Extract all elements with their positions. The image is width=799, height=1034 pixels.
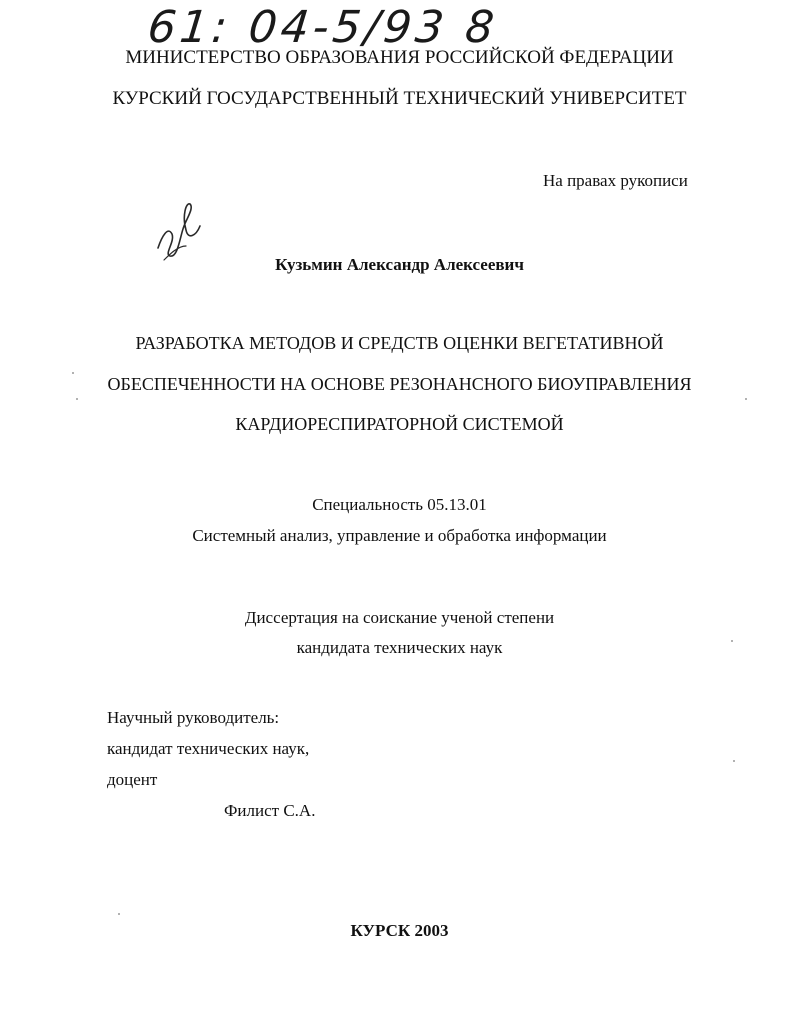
thesis-title-line-2: ОБЕСПЕЧЕННОСТИ НА ОСНОВЕ РЕЗОНАНСНОГО БИОУПРАВЛЕНИЯ [107,374,692,394]
ministry-heading: МИНИСТЕРСТВО ОБРАЗОВАНИЯ РОССИЙСКОЙ ФЕДЕРАЦИИ [125,47,674,68]
specialty-name: Системный анализ, управление и обработка информации [192,526,607,545]
author-name: Кузьмин Александр Алексеевич [275,255,524,274]
scan-speck [118,913,120,915]
manuscript-rights-note: На правах рукописи [543,171,688,190]
thesis-title-line-3: КАРДИОРЕСПИРАТОРНОЙ СИСТЕМОЙ [235,414,564,434]
scan-speck [76,398,78,400]
degree-line-2: кандидата технических наук [296,638,503,657]
specialty-code: Специальность 05.13.01 [312,495,487,514]
scan-speck [731,640,733,642]
archive-number-handwritten: 61: 04-5/93 8 [145,2,501,53]
scan-speck [733,760,735,762]
scan-speck [72,372,74,374]
thesis-title-line-1: РАЗРАБОТКА МЕТОДОВ И СРЕДСТВ ОЦЕНКИ ВЕГЕТАТИВНОЙ [135,333,664,353]
supervisor-label: Научный руководитель: [107,708,280,727]
scan-speck [745,398,747,400]
degree-line-1: Диссертация на соискание ученой степени [244,608,555,627]
supervisor-degree: кандидат технических наук, [107,739,310,758]
supervisor-rank: доцент [107,770,158,789]
supervisor-name: Филист С.А. [224,801,316,820]
city-year: КУРСК 2003 [350,921,449,940]
university-heading: КУРСКИЙ ГОСУДАРСТВЕННЫЙ ТЕХНИЧЕСКИЙ УНИВЕРСИТЕТ [112,88,687,109]
